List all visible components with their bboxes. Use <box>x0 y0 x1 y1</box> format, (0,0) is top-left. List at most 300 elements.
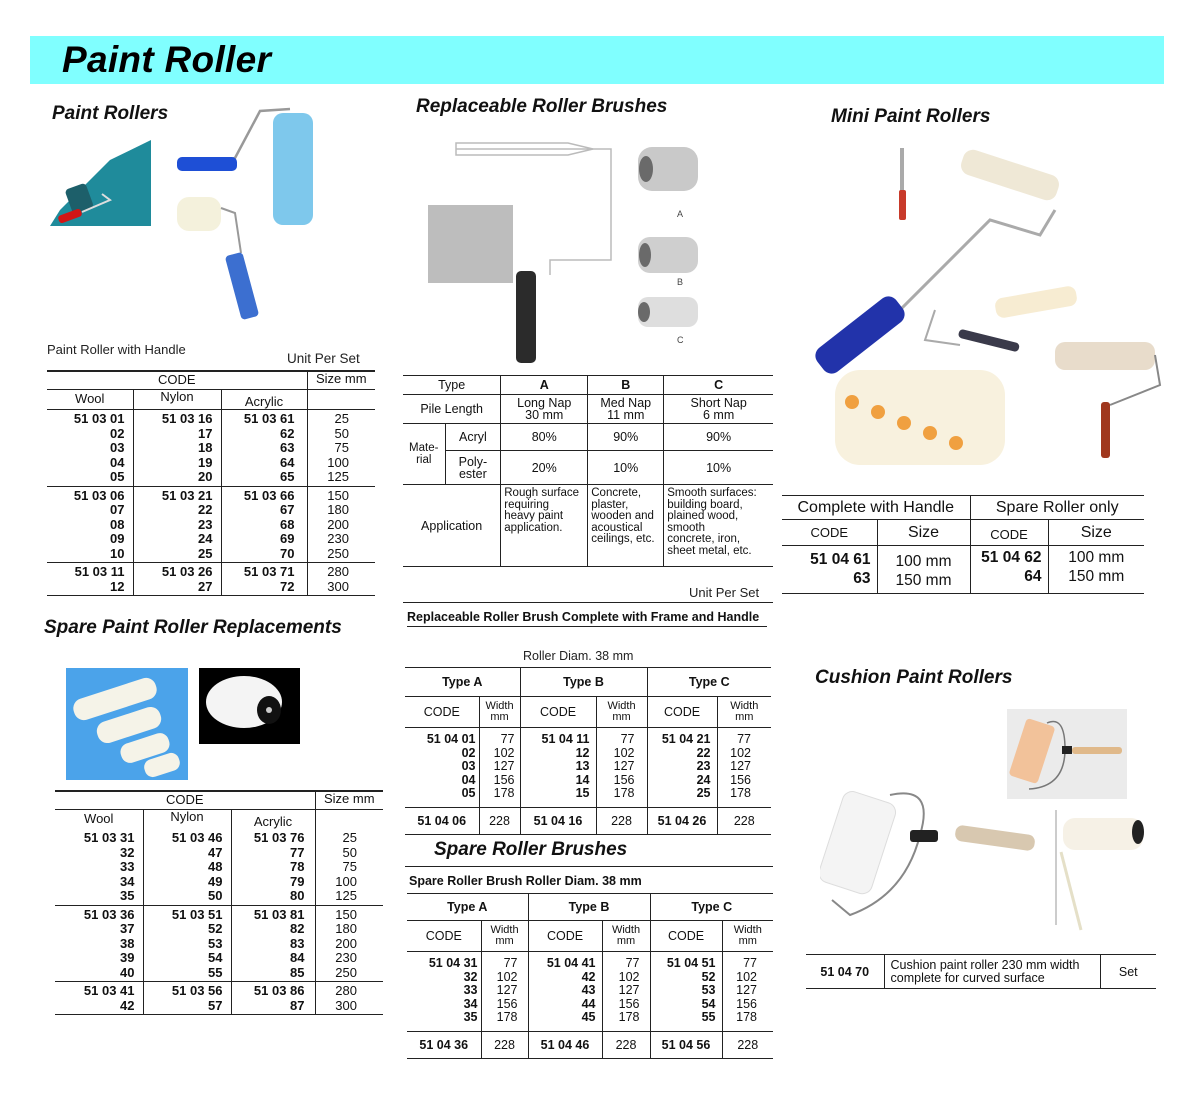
table-cell: 43 <box>581 983 596 997</box>
table-cell: mm <box>616 935 636 947</box>
table-cell: 02 <box>461 745 476 760</box>
table-cell: 127 <box>618 983 640 997</box>
nylon-header: Nylon <box>133 389 221 410</box>
table-cell: 68 <box>280 516 295 532</box>
section-title-mini-rollers: Mini Paint Rollers <box>831 106 991 127</box>
table-cell: 51 04 46 <box>528 1031 602 1058</box>
table-cell: Smooth surfaces: <box>667 487 757 499</box>
table-cell: 280 <box>327 564 349 579</box>
table-cell: 250 <box>327 545 349 561</box>
table-cell: sheet metal, etc. <box>667 544 752 557</box>
table-row-group <box>55 982 383 1015</box>
table-cell: 51 04 26 <box>647 807 717 834</box>
size-header: Size mm <box>323 791 375 806</box>
acrylic-header: Acrylic <box>221 389 307 410</box>
table-cell: Cushion paint roller 230 mm width <box>890 957 1080 972</box>
table-cell: complete for curved surface <box>890 970 1045 985</box>
table-cell: mm <box>495 935 514 947</box>
mini-roller-table <box>782 495 1144 594</box>
table-cell: Concrete, <box>591 487 642 499</box>
table-cell: B <box>588 376 664 395</box>
table-cell: 51 03 81 <box>253 906 305 922</box>
table-cell: 53 <box>208 935 223 951</box>
table-cell: 85 <box>290 964 305 980</box>
table-row-group <box>55 829 383 905</box>
brush-spec-table <box>403 375 773 567</box>
table-cell: 55 <box>208 964 223 980</box>
table-cell: 65 <box>280 469 295 484</box>
table-cell: 77 <box>737 732 751 746</box>
table-cell: 70 <box>280 545 295 561</box>
table-cell: 125 <box>327 469 349 484</box>
table-cell: 51 04 51 <box>666 956 716 970</box>
table-cell: 178 <box>736 1010 757 1024</box>
table-cell: Width <box>485 700 514 712</box>
table-cell: 08 <box>110 516 125 532</box>
table-cell: 75 <box>342 859 357 874</box>
table-cell: 33 <box>463 983 478 997</box>
table-cell: 04 <box>110 454 125 470</box>
table-cell: 77 <box>625 956 640 970</box>
table-cell: 51 03 11 <box>74 564 125 579</box>
table-cell: 51 04 70 <box>806 955 884 989</box>
table-cell: 11 mm <box>607 408 645 422</box>
table-cell: 156 <box>730 772 751 787</box>
section-title-cushion-rollers: Cushion Paint Rollers <box>815 667 1013 688</box>
table-cell: 77 <box>503 956 518 970</box>
table-cell: 50 <box>208 888 223 903</box>
table-row <box>806 955 1156 989</box>
table-cell: 51 04 11 <box>541 732 590 746</box>
table-cell: Type B <box>520 668 647 697</box>
table-cell: 55 <box>701 1010 716 1024</box>
table-cell: 20% <box>501 451 588 485</box>
paint-roller-table <box>47 370 375 596</box>
table-cell: 50 <box>334 425 349 441</box>
roller-label-a: A <box>677 209 684 219</box>
table-cell: 77 <box>620 732 635 746</box>
spare-brush-table <box>407 893 773 1059</box>
table-cell: 6 mm <box>703 408 735 422</box>
table-cell: 63 <box>280 440 295 455</box>
table-cell: 230 <box>335 950 357 965</box>
table-cell: 78 <box>290 859 305 874</box>
table-cell: 228 <box>733 813 755 828</box>
table-cell: 10% <box>664 451 773 485</box>
table-cell: 51 03 86 <box>253 983 305 998</box>
table-cell: 102 <box>496 969 518 984</box>
table-cell: 87 <box>290 997 305 1013</box>
table-cell: CODE <box>407 921 481 952</box>
table-cell: Width <box>730 700 759 712</box>
table-cell: 51 04 62 <box>981 549 1042 566</box>
table-cell: 178 <box>493 786 515 800</box>
table-cell: heavy paint <box>504 510 564 522</box>
cushion-roller-large-image <box>820 775 1060 935</box>
table-cell: 10 <box>110 545 125 561</box>
table-cell: 300 <box>335 997 357 1013</box>
table-cell: 228 <box>596 807 647 834</box>
table-cell: 300 <box>327 578 349 594</box>
acrylic-header: Acrylic <box>231 809 315 829</box>
table-cell: mm <box>738 935 757 947</box>
table-cell: 51 03 01 <box>73 411 125 426</box>
table-cell: 54 <box>701 996 716 1011</box>
table-cell: Size <box>877 520 970 546</box>
table-cell: 02 <box>110 425 125 441</box>
table-cell: ester <box>458 466 487 481</box>
table-cell: 40 <box>120 964 135 980</box>
table-cell: 127 <box>496 983 518 997</box>
table-cell: 77 <box>743 956 757 970</box>
table-cell: plained wood, <box>667 510 739 522</box>
type-label: Type <box>403 376 501 395</box>
table-cell: 23 <box>198 516 213 532</box>
table-cell: 34 <box>463 996 478 1011</box>
table-cell: CODE <box>520 697 596 728</box>
table-cell: 50 <box>342 844 357 860</box>
table-cell: 72 <box>280 578 295 594</box>
table-cell: 32 <box>120 844 135 860</box>
table-cell: Type C <box>647 668 771 697</box>
table-cell: 228 <box>479 807 520 834</box>
table-cell: Type C <box>650 894 773 921</box>
table-cell: 75 <box>334 440 349 455</box>
table-cell: Med Nap <box>600 396 652 410</box>
table-cell: 51 04 36 <box>407 1031 481 1058</box>
table-cell: 51 03 66 <box>243 487 295 503</box>
table-cell: 100 <box>327 454 349 470</box>
table-cell: 51 03 21 <box>161 487 213 503</box>
table-cell: 125 <box>335 888 357 903</box>
table-cell: 42 <box>581 969 596 984</box>
code-header: CODE <box>55 791 315 809</box>
table-cell: 03 <box>461 759 476 773</box>
spare-paint-roller-table <box>55 790 383 1015</box>
table-cell: mm <box>735 711 754 723</box>
table-cell: 15 <box>575 786 590 800</box>
table-cell: C <box>664 376 773 395</box>
table-cell: 100 mm <box>1068 549 1125 566</box>
page-title: Paint Roller <box>62 39 272 80</box>
table-cell: 102 <box>736 969 757 984</box>
table-cell: 100 mm <box>895 553 952 570</box>
size-header: Size mm <box>307 371 375 389</box>
table-cell: 51 03 06 <box>73 487 125 503</box>
table-cell: Poly- <box>458 454 488 469</box>
table-cell: 127 <box>736 983 757 997</box>
table-cell: 156 <box>493 772 515 787</box>
unit-per-set-label: Unit Per Set <box>287 351 360 366</box>
table-cell: 51 04 01 <box>426 732 476 746</box>
table-cell: 25 <box>342 830 357 845</box>
table-cell: 127 <box>613 759 635 773</box>
table-cell: 156 <box>736 996 757 1011</box>
table-cell: 180 <box>327 502 349 517</box>
roller-label-b: B <box>677 277 684 287</box>
table-cell: 67 <box>280 502 295 517</box>
table-cell: 14 <box>575 772 590 787</box>
table-cell: 03 <box>110 440 125 455</box>
table-cell: 53 <box>701 983 716 997</box>
table-cell: 49 <box>208 873 223 889</box>
spare-brush-caption: Spare Roller Brush Roller Diam. 38 mm <box>409 874 642 888</box>
table-cell: 100 <box>335 873 357 889</box>
table-cell: 178 <box>618 1010 640 1024</box>
table-cell: 150 mm <box>895 572 952 589</box>
table-cell: 63 <box>853 570 871 587</box>
table-cell: 32 <box>463 969 478 984</box>
table-cell: A <box>501 376 588 395</box>
cushion-roller-table <box>806 954 1156 989</box>
table-cell: 44 <box>581 996 596 1011</box>
table-cell: 228 <box>602 1031 650 1058</box>
cushion-roller-cover-image <box>1055 810 1150 935</box>
table-cell: 51 04 06 <box>405 807 479 834</box>
table-cell: 150 <box>335 906 357 922</box>
table-cell: 127 <box>493 759 515 773</box>
complete-brush-table <box>405 667 771 835</box>
table-cell: 80 <box>290 888 305 903</box>
table-cell: CODE <box>528 921 602 952</box>
table-cell: 156 <box>613 772 635 787</box>
table-cell: 12 <box>110 578 125 594</box>
table-cell: 51 03 26 <box>161 564 213 579</box>
table-cell: 82 <box>290 921 305 936</box>
table-cell: 90% <box>588 424 664 451</box>
table-cell: 05 <box>461 786 476 800</box>
table-cell: 230 <box>327 531 349 546</box>
table-cell: 45 <box>581 1010 596 1024</box>
table-cell: Width <box>490 924 519 936</box>
table-cell: 79 <box>290 873 305 889</box>
mini-rollers-image <box>800 140 1170 480</box>
table-cell: 51 04 56 <box>650 1031 722 1058</box>
table-cell: concrete, iron, <box>667 533 741 545</box>
title-banner <box>30 36 1164 84</box>
table-row <box>405 807 771 834</box>
paint-roller-caption: Paint Roller with Handle <box>47 342 186 357</box>
table-cell: 77 <box>290 844 305 860</box>
table-cell: 22 <box>198 502 213 517</box>
table-cell: 200 <box>327 516 349 532</box>
table-cell: 12 <box>575 745 590 760</box>
roller-frame-image <box>428 135 618 365</box>
complete-with-handle-header: Complete with Handle <box>782 496 970 520</box>
table-cell: 51 03 61 <box>243 411 295 426</box>
table-cell: 25 <box>198 545 213 561</box>
table-cell: mm <box>612 711 631 723</box>
table-cell: 25 <box>696 786 711 800</box>
table-cell: 200 <box>335 935 357 951</box>
table-cell: building board, <box>667 498 743 511</box>
table-cell: 102 <box>613 745 635 760</box>
table-cell: application. <box>504 521 563 534</box>
paint-roller-wall-image <box>50 140 151 226</box>
application-label: Application <box>403 485 501 567</box>
table-cell: 178 <box>613 786 635 800</box>
table-cell: 156 <box>618 996 640 1011</box>
table-cell: 09 <box>110 531 125 546</box>
table-cell: CODE <box>782 520 877 546</box>
table-cell: 90% <box>664 424 773 451</box>
table-cell: Width <box>611 924 641 936</box>
table-cell: CODE <box>405 697 479 728</box>
table-cell: 178 <box>730 786 751 800</box>
table-cell: 51 03 76 <box>253 830 305 845</box>
table-row-group <box>407 952 773 1032</box>
table-cell: Type A <box>405 668 520 697</box>
table-cell: 51 03 31 <box>83 830 135 845</box>
table-cell: Width <box>607 700 636 712</box>
table-cell: 62 <box>280 425 295 441</box>
section-title-spare-brushes: Spare Roller Brushes <box>434 839 628 860</box>
table-cell: 51 03 16 <box>161 411 213 426</box>
table-cell: 250 <box>335 964 357 980</box>
table-cell: Rough surface <box>504 487 580 499</box>
table-cell: rial <box>416 454 432 466</box>
table-cell: 51 03 71 <box>243 564 295 579</box>
nylon-header: Nylon <box>143 809 231 829</box>
table-cell: smooth <box>667 521 705 534</box>
section-title-spare-paint-rollers: Spare Paint Roller Replacements <box>44 617 342 638</box>
section-title-replaceable-brushes: Replaceable Roller Brushes <box>416 96 668 117</box>
table-cell: acoustical <box>591 521 643 534</box>
table-cell: 51 03 51 <box>171 906 223 922</box>
table-cell: 150 mm <box>1068 568 1125 585</box>
table-cell: 39 <box>120 950 135 965</box>
table-cell: 77 <box>500 732 515 746</box>
table-cell: 127 <box>730 759 751 773</box>
table-row-group <box>55 905 383 982</box>
table-cell: 51 03 36 <box>83 906 135 922</box>
wool-header: Wool <box>47 389 133 410</box>
table-row-group <box>47 486 375 563</box>
table-row <box>407 1031 773 1058</box>
table-cell: 84 <box>290 950 305 965</box>
table-cell: 228 <box>737 1037 759 1052</box>
table-cell: 150 <box>327 487 349 503</box>
table-cell: 47 <box>208 844 223 860</box>
table-cell: 156 <box>496 996 518 1011</box>
table-cell: 102 <box>493 745 515 760</box>
table-cell: requiring <box>504 498 549 511</box>
table-cell: 54 <box>208 950 223 965</box>
table-cell: 35 <box>120 888 135 903</box>
material-label <box>403 424 445 485</box>
table-cell: 48 <box>208 859 223 874</box>
table-cell: 10% <box>588 451 664 485</box>
table-cell: 42 <box>120 997 135 1013</box>
table-cell: 180 <box>335 921 357 936</box>
table-row-group <box>47 410 375 487</box>
table-cell: Acryl <box>445 424 501 451</box>
paint-rollers-handles-image <box>175 103 335 323</box>
table-cell: 51 04 31 <box>428 956 478 970</box>
table-cell: 83 <box>290 935 305 951</box>
roller-label-c: C <box>677 335 684 345</box>
table-row-group <box>47 563 375 596</box>
table-row-group <box>405 728 771 808</box>
table-cell: 102 <box>618 969 640 984</box>
table-cell: Type B <box>528 894 650 921</box>
spare-rollers-blue-image <box>66 668 188 780</box>
table-cell: Type A <box>407 894 528 921</box>
table-cell: CODE <box>970 520 1048 546</box>
table-cell: 33 <box>120 859 135 874</box>
table-cell: 07 <box>110 502 125 517</box>
table-cell: 27 <box>198 578 213 594</box>
spare-roller-only-header: Spare Roller only <box>995 498 1119 516</box>
table-cell: 51 04 61 <box>810 551 871 568</box>
table-cell: 52 <box>208 921 223 936</box>
table-cell: 51 03 56 <box>171 983 223 998</box>
table-cell: 34 <box>120 873 135 889</box>
table-cell: CODE <box>647 697 717 728</box>
table-cell: Size <box>1080 523 1112 541</box>
table-cell: 51 04 21 <box>661 732 711 746</box>
table-cell: 22 <box>696 745 711 760</box>
table-cell: 20 <box>198 469 213 484</box>
table-cell: 37 <box>120 921 135 936</box>
table-cell: 57 <box>208 997 223 1013</box>
table-cell: 30 mm <box>525 408 564 422</box>
table-cell: 64 <box>1024 568 1042 585</box>
pile-length-label: Pile Length <box>403 395 501 424</box>
table-cell: 38 <box>120 935 135 951</box>
table-cell: Short Nap <box>690 396 747 410</box>
table-cell: 51 03 46 <box>171 830 223 845</box>
table-cell: 04 <box>461 772 476 787</box>
wool-header: Wool <box>55 809 143 829</box>
table-cell: 05 <box>110 469 125 484</box>
table-cell: 24 <box>696 772 711 787</box>
table-cell: 51 03 41 <box>83 983 135 998</box>
table-cell: Mate- <box>409 442 439 454</box>
table-cell: 178 <box>496 1010 518 1024</box>
table-cell: wooden and <box>591 510 654 522</box>
complete-brush-caption: Replaceable Roller Brush Complete with Frame and Handle <box>407 610 767 627</box>
table-cell: 24 <box>198 531 213 546</box>
table-cell: 228 <box>481 1031 528 1058</box>
table-cell: 25 <box>334 411 349 426</box>
table-row-group <box>782 546 1144 594</box>
table-cell: 52 <box>701 969 716 984</box>
roller-diam-label: Roller Diam. 38 mm <box>523 649 634 663</box>
table-cell: 18 <box>198 440 213 455</box>
table-cell: 13 <box>575 759 590 773</box>
table-cell: 80% <box>501 424 588 451</box>
table-cell: 69 <box>280 531 295 546</box>
table-cell: 35 <box>463 1010 478 1024</box>
table-cell: plaster, <box>591 498 629 511</box>
roller-covers-abc-image <box>636 145 698 350</box>
table-cell: 280 <box>335 983 357 998</box>
table-cell: ceilings, etc. <box>591 533 655 545</box>
table-cell: mm <box>490 711 509 723</box>
table-cell: Long Nap <box>517 396 572 410</box>
code-header: CODE <box>47 371 307 389</box>
section-title-paint-rollers: Paint Rollers <box>52 103 169 124</box>
table-cell: 19 <box>198 454 213 470</box>
table-cell: CODE <box>650 921 722 952</box>
table-cell: 23 <box>696 759 711 773</box>
table-cell: 64 <box>280 454 295 470</box>
table-cell: 102 <box>730 745 751 760</box>
table-cell: 51 04 41 <box>546 956 596 970</box>
table-cell: 17 <box>198 425 213 441</box>
table-cell: 51 04 16 <box>520 807 596 834</box>
